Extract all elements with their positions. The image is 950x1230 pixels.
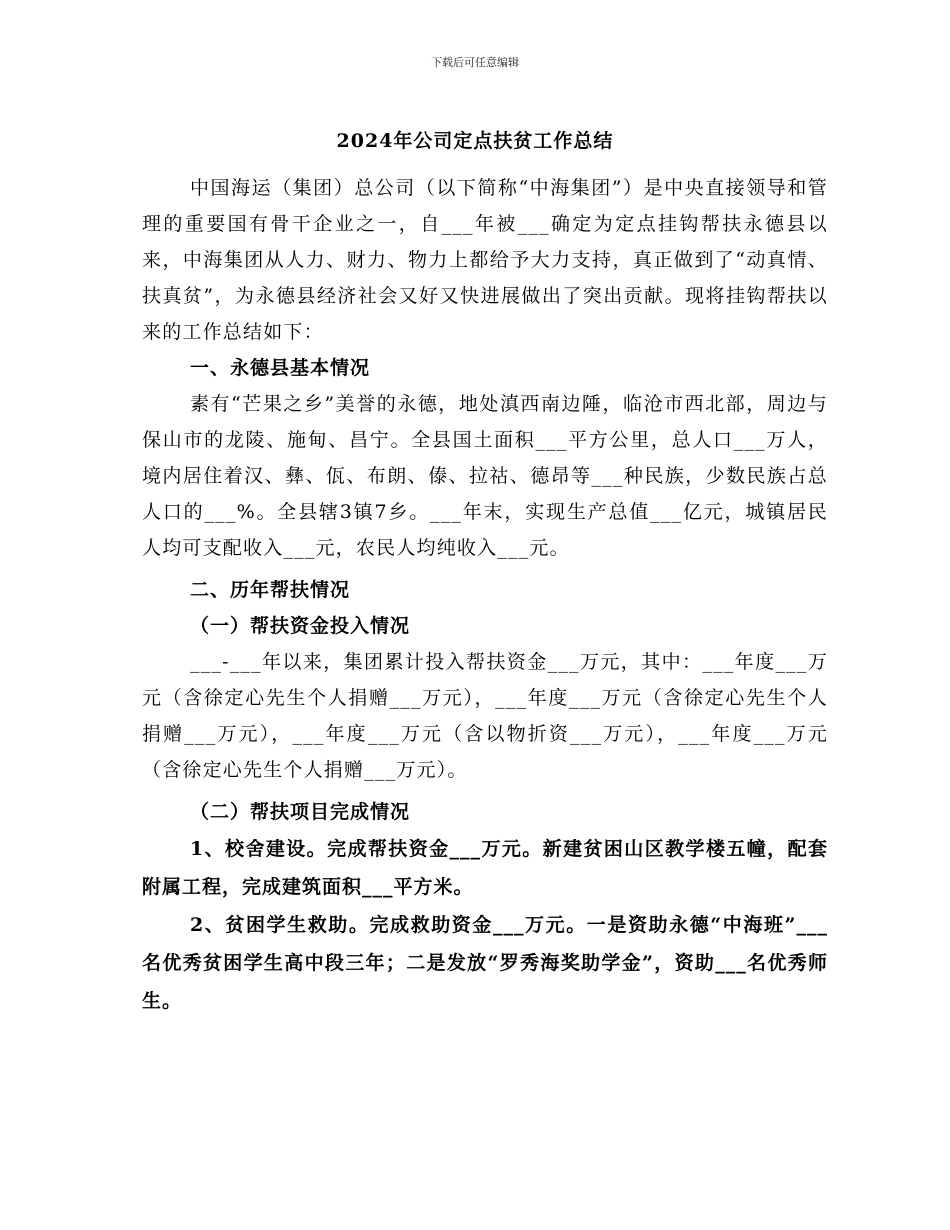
- project-item-school-building: 1、校舍建设。完成帮扶资金___万元。新建贫困山区教学楼五幢，配套附属工程，完成建筑面积___平方米。: [142, 838, 828, 898]
- subsection-2-heading: （二）帮扶项目完成情况: [190, 801, 411, 823]
- section-1-paragraph: 素有“芒果之乡”美誉的永德，地处滇西南边陲，临沧市西北部，周边与保山市的龙陵、施甸、昌宁。全县国土面积___平方公里，总人口___万人，境内居住着汉、彝、佤、布朗、傣、拉祜、德昂等___种民族，少数民族占总人口的___%。全县辖3镇7乡。___年末，实现生产总值___亿元，城镇居民人均可支配收入___元，农民人均纯收入___元。: [142, 393, 828, 559]
- intro-paragraph: 中国海运（集团）总公司（以下简称“中海集团”）是中央直接领导和管理的重要国有骨干企业之一，自___年被___确定为定点挂钩帮扶永德县以来，中海集团从人力、财力、物力上都给予大力支持，真正做到了“动真情、扶真贫”，为永德县经济社会又好又快进展做出了突出贡献。现将挂钩帮扶以来的工作总结如下：: [142, 177, 828, 343]
- document-title: 2024年公司定点扶贫工作总结: [336, 130, 614, 152]
- section-2-heading: 二、历年帮扶情况: [190, 579, 351, 601]
- document-body: [142, 170, 828, 1020]
- subsection-1-heading: （一）帮扶资金投入情况: [190, 615, 411, 637]
- page-header-note: 下载后可任意编辑: [431, 56, 519, 69]
- section-1-heading: 一、永德县基本情况: [190, 357, 371, 379]
- project-item-student-aid: 2、贫困学生救助。完成救助资金___万元。一是资助永德“中海班”___名优秀贫困学生高中段三年；二是发放“罗秀海奖助学金”，资助___名优秀师生。: [142, 914, 828, 1012]
- subsection-1-paragraph: ___-___年以来，集团累计投入帮扶资金___万元，其中：___年度___万元（含徐定心先生个人捐赠___万元），___年度___万元（含徐定心先生个人捐赠___万元），___年度___万元（含以物折资___万元），___年度___万元（含徐定心先生个人捐赠___万元）。: [142, 651, 828, 781]
